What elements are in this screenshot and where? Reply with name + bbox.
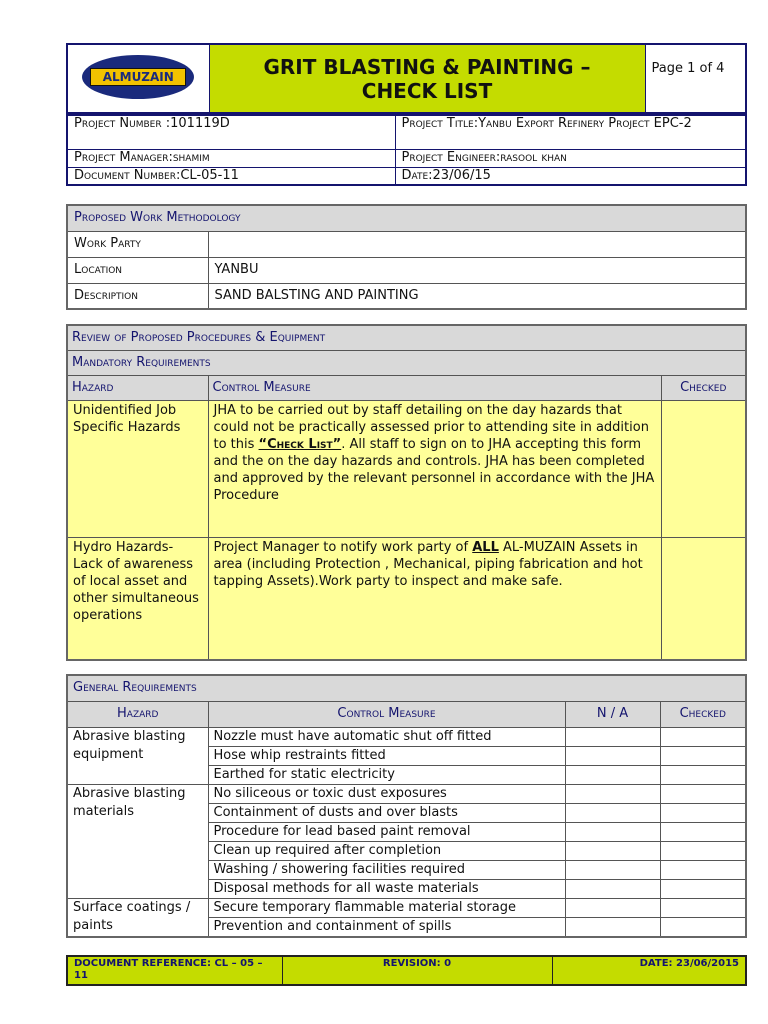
title-line-2: CHECK LIST — [361, 78, 493, 103]
project-info — [66, 114, 747, 186]
page-number: Page 1 of 4 — [645, 44, 746, 113]
title-line-1: GRIT BLASTING & PAINTING – — [263, 54, 591, 79]
control-cell: Disposal methods for all waste materials — [208, 879, 565, 898]
checked-cell[interactable] — [661, 401, 746, 538]
control-cell: Clean up required after completion — [208, 841, 565, 860]
col-na: N / A — [565, 701, 660, 727]
na-cell[interactable] — [565, 784, 660, 803]
col-checked: Checked — [661, 376, 746, 401]
checked-cell[interactable] — [661, 538, 746, 660]
control-cell: Prevention and containment of spills — [208, 917, 565, 937]
na-cell[interactable] — [565, 917, 660, 937]
na-cell[interactable] — [565, 746, 660, 765]
project-number: Project Number :101119D — [67, 115, 395, 149]
methodology-value — [208, 231, 746, 257]
control-cell: Washing / showering facilities required — [208, 860, 565, 879]
mandatory-row — [67, 538, 746, 660]
na-cell[interactable] — [565, 898, 660, 917]
table-row — [67, 727, 746, 746]
footer-revision: REVISION: 0 — [282, 956, 552, 985]
check-list-emphasis: “Check List” — [258, 437, 342, 452]
checked-cell[interactable] — [660, 822, 746, 841]
control-text: . All staff to sign on to JHA accepting this form and the on the day hazards and controls. JHA has been completed and approved by the relevant personnel in accordance with the JHA Procedure — [213, 437, 655, 503]
checked-cell[interactable] — [660, 765, 746, 784]
control-cell: Hose whip restraints fitted — [208, 746, 565, 765]
col-hazard: Hazard — [67, 701, 208, 727]
na-cell[interactable] — [565, 803, 660, 822]
hazard-cell: Unidentified Job Specific Hazards — [67, 401, 208, 538]
methodology-label: Description — [67, 283, 208, 309]
na-cell[interactable] — [565, 879, 660, 898]
methodology-row — [67, 257, 746, 283]
checked-cell[interactable] — [660, 898, 746, 917]
methodology-row — [67, 283, 746, 309]
methodology-label: Work Party — [67, 231, 208, 257]
control-text: JHA to be carried out by staff detailing on the day hazards that could not be practically assessed prior to attending site in addition to this — [213, 403, 649, 452]
document-header — [66, 43, 747, 114]
na-cell[interactable] — [565, 860, 660, 879]
na-cell[interactable] — [565, 765, 660, 784]
hazard-cell: Abrasive blasting equipment — [67, 727, 208, 784]
document-footer — [66, 955, 747, 986]
control-cell: Earthed for static electricity — [208, 765, 565, 784]
company-logo — [82, 55, 194, 99]
control-text: AL-MUZAIN Assets in area (including Protection , Mechanical, piping fabrication and hot tapping Assets).Work party to inspect and make safe. — [213, 540, 643, 589]
methodology-value: SAND BALSTING AND PAINTING — [208, 283, 746, 309]
methodology-table — [66, 204, 747, 310]
col-control: Control Measure — [208, 701, 565, 727]
methodology-heading: Proposed Work Methodology — [67, 205, 746, 231]
checked-cell[interactable] — [660, 841, 746, 860]
checked-cell[interactable] — [660, 879, 746, 898]
review-heading: Review of Proposed Procedures & Equipment — [67, 325, 746, 351]
control-cell — [208, 538, 661, 660]
col-control: Control Measure — [208, 376, 661, 401]
review-table — [66, 324, 747, 661]
checked-cell[interactable] — [660, 727, 746, 746]
hazard-cell: Hydro Hazards- Lack of awareness of local asset and other simultaneous operations — [67, 538, 208, 660]
checked-cell[interactable] — [660, 746, 746, 765]
control-text: Project Manager to notify work party of — [213, 540, 473, 555]
checked-cell[interactable] — [660, 784, 746, 803]
mandatory-row — [67, 401, 746, 538]
control-cell: Secure temporary flammable material storage — [208, 898, 565, 917]
control-cell: Containment of dusts and over blasts — [208, 803, 565, 822]
control-cell — [208, 401, 661, 538]
control-cell: No siliceous or toxic dust exposures — [208, 784, 565, 803]
logo-cell — [67, 44, 209, 113]
checked-cell[interactable] — [660, 917, 746, 937]
hazard-cell: Abrasive blasting materials — [67, 784, 208, 898]
general-table — [66, 674, 747, 938]
methodology-value: YANBU — [208, 257, 746, 283]
general-heading: General Requirements — [67, 675, 746, 701]
control-cell: Nozzle must have automatic shut off fitted — [208, 727, 565, 746]
project-engineer: Project Engineer:rasool khan — [395, 149, 746, 167]
footer-doc-reference: DOCUMENT REFERENCE: CL – 05 – 11 — [67, 956, 282, 985]
table-row — [67, 784, 746, 803]
mandatory-heading: Mandatory Requirements — [67, 351, 746, 376]
footer-date: DATE: 23/06/2015 — [552, 956, 746, 985]
logo-text: ALMUZAIN — [90, 68, 186, 86]
na-cell[interactable] — [565, 727, 660, 746]
document-number: Document Number:CL-05-11 — [67, 167, 395, 185]
project-manager: Project Manager:shamim — [67, 149, 395, 167]
checked-cell[interactable] — [660, 803, 746, 822]
col-checked: Checked — [660, 701, 746, 727]
document-date: Date:23/06/15 — [395, 167, 746, 185]
checked-cell[interactable] — [660, 860, 746, 879]
col-hazard: Hazard — [67, 376, 208, 401]
methodology-row — [67, 231, 746, 257]
all-emphasis: ALL — [472, 540, 499, 555]
control-cell: Procedure for lead based paint removal — [208, 822, 565, 841]
na-cell[interactable] — [565, 822, 660, 841]
methodology-label: Location — [67, 257, 208, 283]
document-title — [209, 44, 645, 113]
na-cell[interactable] — [565, 841, 660, 860]
hazard-cell: Surface coatings / paints — [67, 898, 208, 937]
table-row — [67, 898, 746, 917]
project-title: Project Title:Yanbu Export Refinery Project EPC-2 — [395, 115, 746, 149]
